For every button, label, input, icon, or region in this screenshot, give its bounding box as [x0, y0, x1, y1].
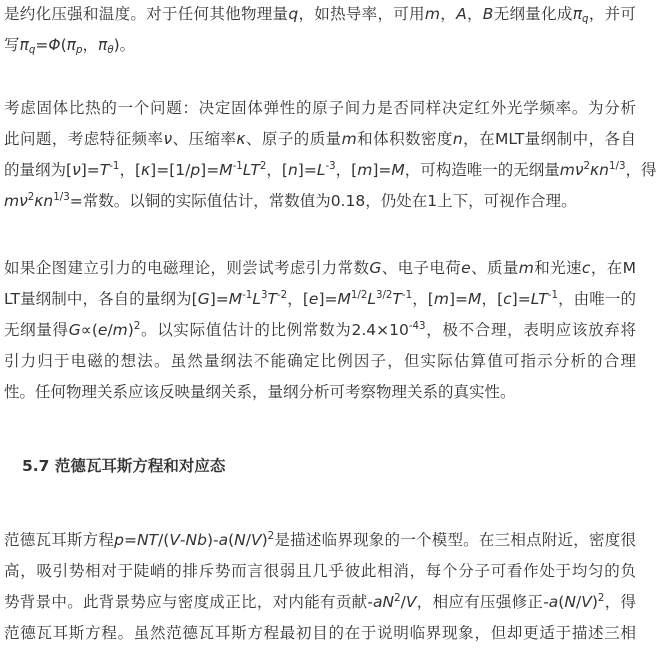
paragraph-2-line-3: 的量纲为$[\nu]=T^{-1}$，$[\kappa]=[1/p]=M^{-1}LT^2$，$[n]=L^{-3}$，[m]=M，可构造唯一的无纲量$m\nu^2\kappa n^{1/3}$，得	[4, 161, 656, 179]
paragraph-3-line-2: LT量纲制中，各自的量纲为$[G]=M^{-1}L^3T^{-2}$，$[e]=M^{1/2}L^{3/2}T^{-1}$，[m]=M，$[c]=LT^{-1}$，由唯一的	[4, 290, 636, 308]
paragraph-4-line-4: 范德瓦耳斯方程。虽然范德瓦耳斯方程最初目的在于说明临界现象，但却更适于描述三相	[4, 624, 636, 642]
paragraph-3-line-1: 如果企图建立引力的电磁理论，则尝试考虑引力常数G、电子电荷e、质量m和光速c，在M	[4, 259, 636, 277]
paragraph-1-line-2: 写$\pi_q=\Phi(\pi_p$，$\pi_\theta$)。	[4, 36, 136, 57]
paragraph-3-line-3: 无纲量得$G\propto(e/m)^2$。以实际值估计的比例常数为$2.4\times 10^{-43}$，极不合理，表明应该放弃将	[4, 321, 636, 339]
paragraph-4-line-1: 范德瓦耳斯方程$p=NT/(V-Nb)-a(N/V)^2$是描述临界现象的一个模型。在三相点附近，密度很	[4, 531, 636, 549]
paragraph-4-line-2: 高，吸引势相对于陡峭的排斥势而言很弱且几乎彼此相消，每个分子可看作处于均匀的负	[4, 562, 636, 580]
paragraph-3-line-5: 性。任何物理关系应该反映量纲关系，量纲分析可考察物理关系的真实性。	[4, 383, 516, 401]
paragraph-2-line-2: 此问题，考虑特征频率ν、压缩率κ、原子的质量m和体积数密度n，在MLT量纲制中，各自	[4, 130, 636, 148]
paragraph-1-line-1: 是约化压强和温度。对于任何其他物理量q，如热导率，可用m，A，B无纲量化成$\pi_q$，并可	[4, 5, 636, 26]
paragraph-4	[4, 525, 636, 649]
paragraph-2	[4, 93, 656, 217]
section-heading: 5.7 范德瓦耳斯方程和对应态	[22, 457, 226, 475]
paragraph-1	[4, 0, 636, 61]
paragraph-3	[4, 253, 636, 408]
paragraph-4-line-3: 势背景中。此背景势应与密度成正比，对内能有贡献$-aN^2/V$，相应有压强修正$-a(N/V)^2$，得	[4, 593, 636, 611]
paragraph-2-line-4: $m\nu^2\kappa n^{1/3}=$常数。以铜的实际值估计，常数值为0.18，仍处在1上下，可视作合理。	[4, 192, 577, 210]
paragraph-2-line-1: 考虑固体比热的一个问题：决定固体弹性的原子间力是否同样决定红外光学频率。为分析	[4, 99, 636, 117]
paragraph-3-line-4: 引力归于电磁的想法。虽然量纲法不能确定比例因子，但实际估算值可指示分析的合理	[4, 352, 636, 370]
